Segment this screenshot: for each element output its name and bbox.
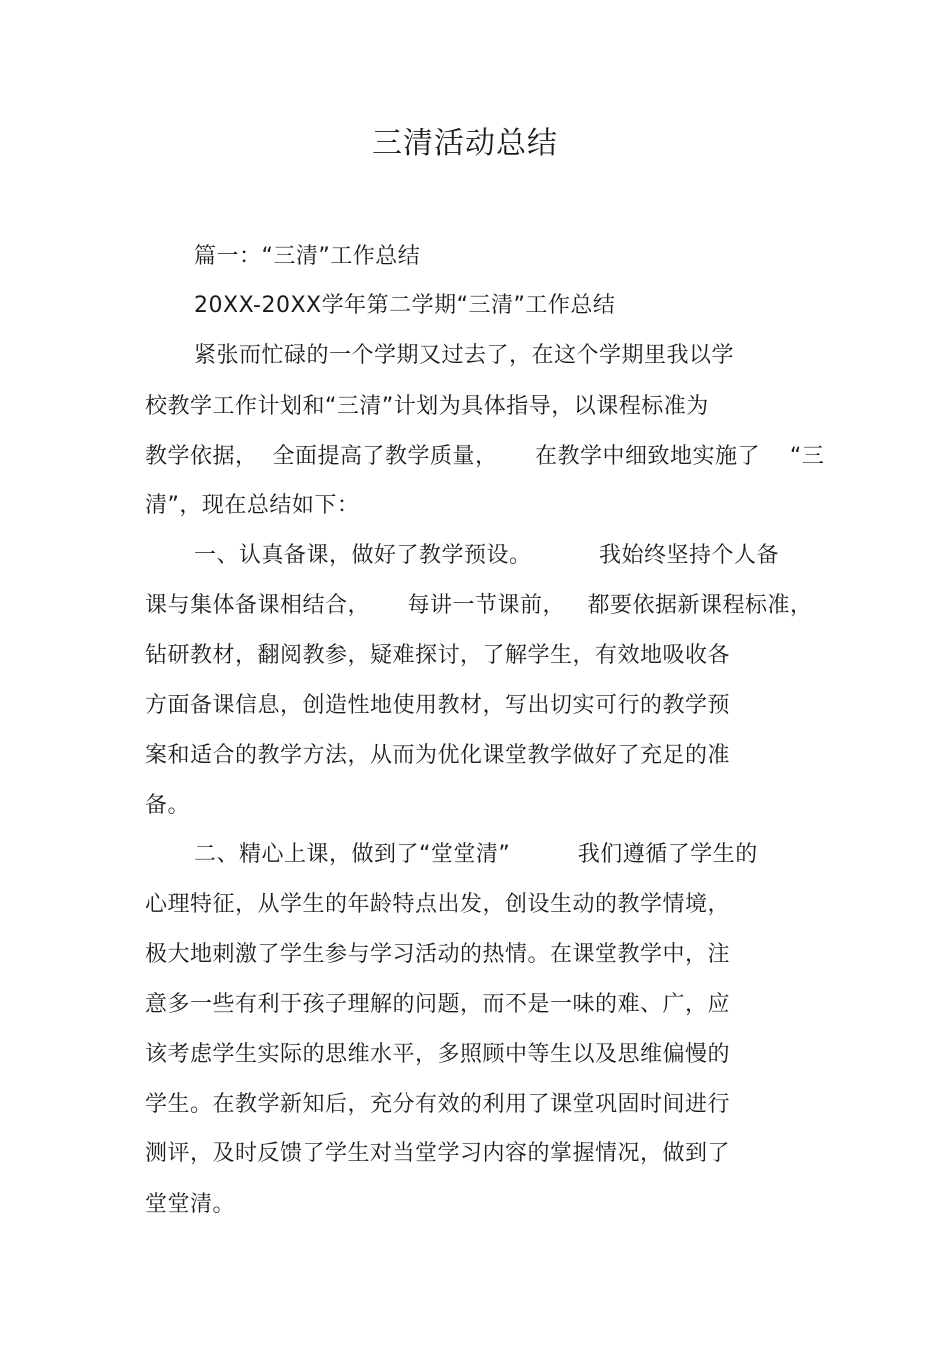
paragraph-line: 清”，现在总结如下： (145, 493, 360, 518)
paragraph-line: 方面备课信息，创造性地使用教材，写出切实可行的教学预 (145, 693, 731, 718)
paragraph-line: 学生。在教学新知后，充分有效的利用了课堂巩固时间进行 (145, 1092, 731, 1117)
paragraph-line: 案和适合的教学方法，从而为优化课堂教学做好了充足的准 (145, 743, 731, 768)
paragraph-line: 教学依据， 全面提高了教学质量， 在教学中细致地实施了 “三 (145, 444, 825, 469)
paragraph-line: 一、认真备课，做好了教学预设。 我始终坚持个人备 (194, 543, 779, 568)
subtitle-line: 20XX-20XX学年第二学期“三清”工作总结 (194, 293, 616, 318)
paragraph-line: 紧张而忙碌的一个学期又过去了，在这个学期里我以学 (194, 343, 735, 368)
paragraph-line: 二、精心上课，做到了“堂堂清” 我们遵循了学生的 (194, 842, 758, 867)
document-title: 三清活动总结 (372, 126, 558, 161)
section-heading: 篇一：“三清”工作总结 (194, 244, 421, 269)
paragraph-line: 校教学工作计划和“三清”计划为具体指导，以课程标准为 (145, 394, 709, 419)
paragraph-line: 该考虑学生实际的思维水平，多照顾中等生以及思维偏慢的 (145, 1042, 731, 1067)
paragraph-line: 心理特征，从学生的年龄特点出发，创设生动的教学情境， (145, 892, 731, 917)
paragraph-line: 备。 (145, 793, 191, 818)
paragraph-line: 课与集体备课相结合， 每讲一节课前， 都要依据新课程标准， (145, 593, 813, 618)
paragraph-line: 钻研教材，翻阅教参，疑难探讨，了解学生，有效地吸收各 (145, 643, 731, 668)
paragraph-line: 测评，及时反馈了学生对当堂学习内容的掌握情况，做到了 (145, 1141, 731, 1166)
paragraph-line: 极大地刺激了学生参与学习活动的热情。在课堂教学中，注 (145, 942, 731, 967)
paragraph-line: 意多一些有利于孩子理解的问题，而不是一味的难、广，应 (145, 992, 731, 1017)
paragraph-line: 堂堂清。 (145, 1192, 236, 1217)
